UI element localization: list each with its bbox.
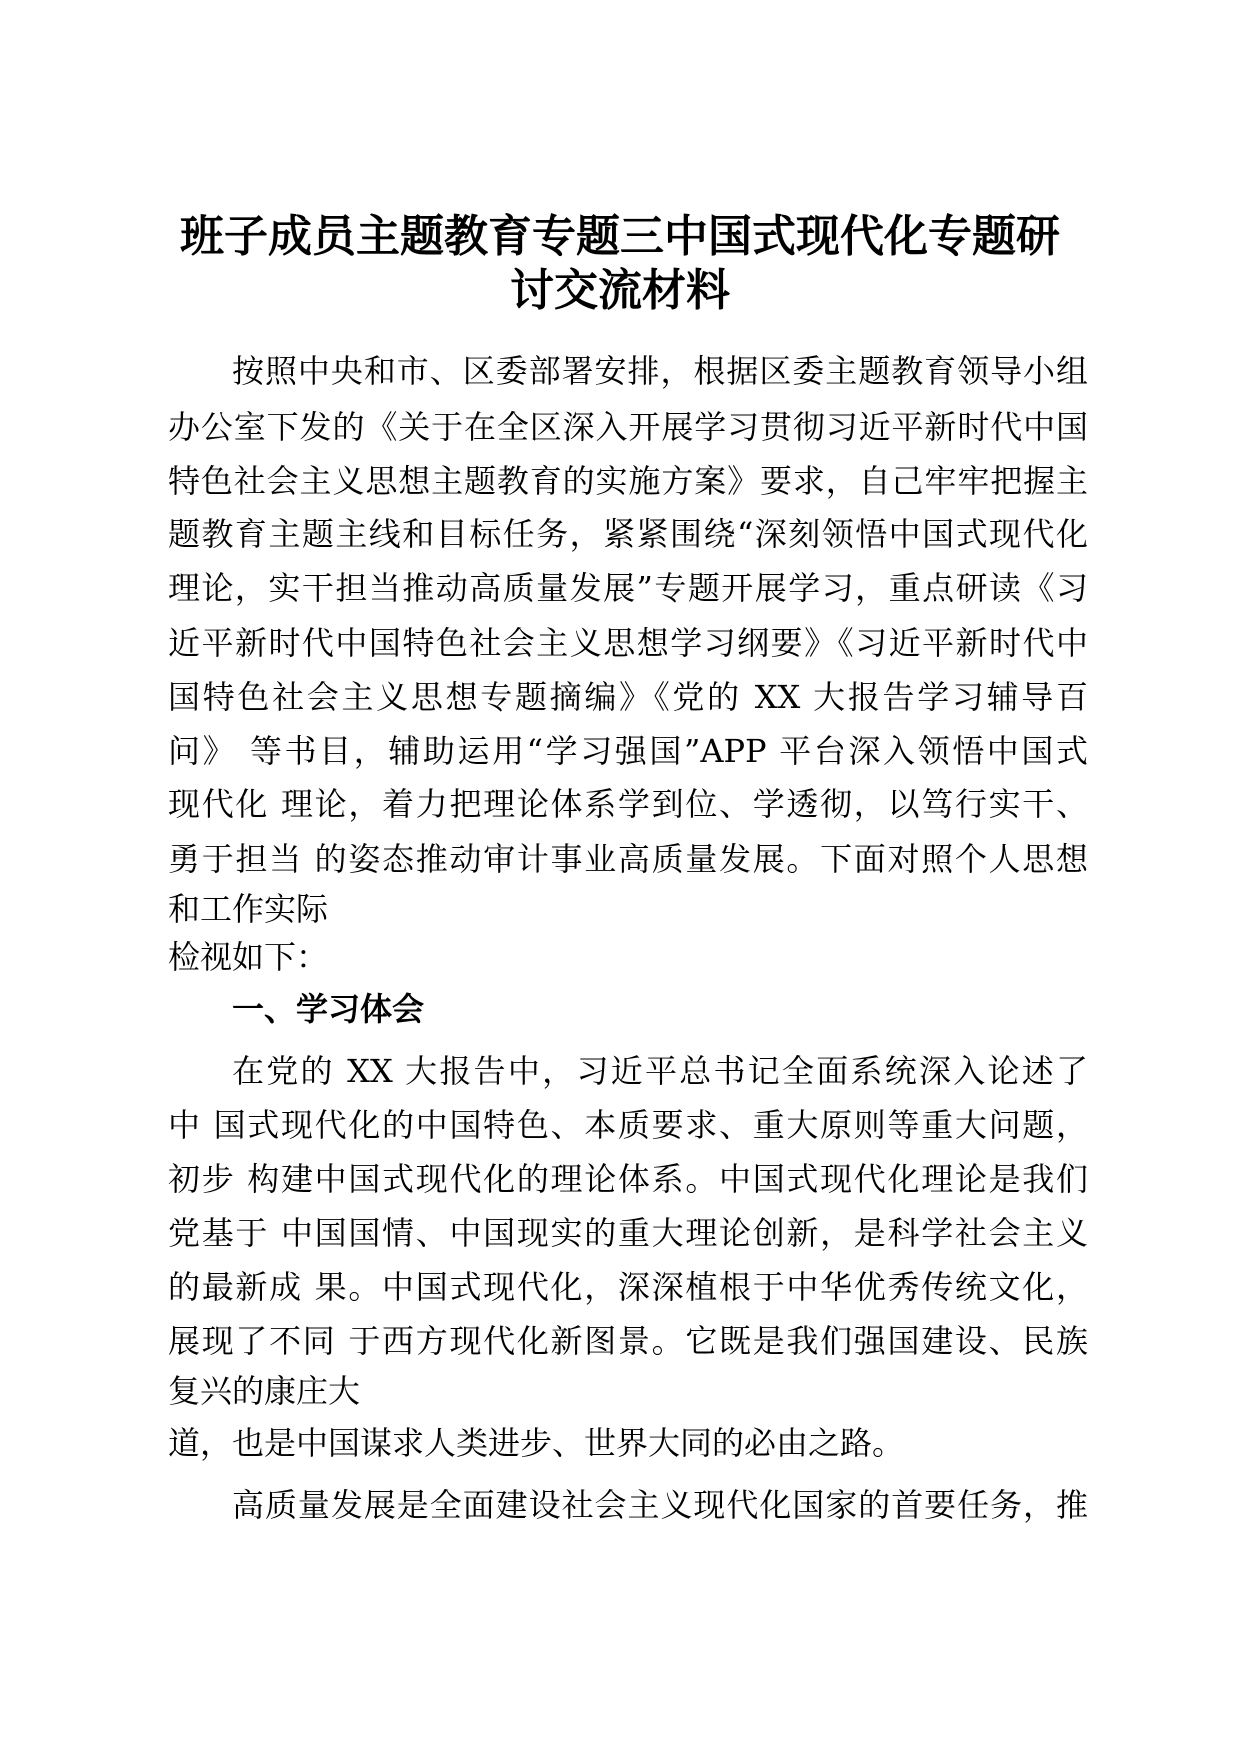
paragraph-line: 道，也是中国谋求人类进步、世界大同的必由之路。 [168,1424,905,1462]
section-heading: 一、学习体会 [232,990,425,1028]
paragraph-line: 题教育主题主线和目标任务，紧紧围绕“深刻领悟中国式现代化 [168,515,1088,553]
paragraph-line: 的最新成 果。中国式现代化，深深植根于中华优秀传统文化， [168,1268,1088,1306]
paragraph-line: 和工作实际 [168,890,329,928]
paragraph-line: 问》 等书目，辅助运用“学习强国”APP 平台深入领悟中国式 [168,732,1088,770]
paragraph-line: 党基于 中国国情、中国现实的重大理论创新，是科学社会主义 [168,1214,1088,1252]
paragraph-line: 初步 构建中国式现代化的理论体系。中国式现代化理论是我们 [168,1160,1088,1198]
title-line-2: 讨交流材料 [510,265,730,316]
paragraph-line: 高质量发展是全面建设社会主义现代化国家的首要任务，推 [232,1486,1088,1524]
paragraph-line: 按照中央和市、区委部署安排，根据区委主题教育领导小组 [232,352,1088,390]
paragraph-line: 复兴的康庄大 [168,1372,361,1410]
paragraph-line: 在党的 XX 大报告中，习近平总书记全面系统深入论述了 [232,1052,1088,1090]
paragraph-line: 近平新时代中国特色社会主义思想学习纲要》《习近平新时代中 [168,624,1088,662]
paragraph-line: 检视如下： [168,938,329,976]
paragraph-line: 展现了不同 于西方现代化新图景。它既是我们强国建设、民族 [168,1322,1088,1360]
paragraph-line: 办公室下发的《关于在全区深入开展学习贯彻习近平新时代中国 [168,408,1088,446]
paragraph-line: 中 国式现代化的中国特色、本质要求、重大原则等重大问题， [168,1106,1088,1144]
title-line-1: 班子成员主题教育专题三中国式现代化专题研 [180,211,1060,262]
paragraph-line: 国特色社会主义思想专题摘编》《党的 XX 大报告学习辅导百 [168,678,1088,716]
paragraph-line: 理论，实干担当推动高质量发展”专题开展学习，重点研读《习 [168,569,1088,607]
paragraph-line: 特色社会主义思想主题教育的实施方案》要求，自己牢牢把握主 [168,462,1088,500]
paragraph-line: 现代化 理论，着力把理论体系学到位、学透彻，以笃行实干、 [168,785,1088,823]
paragraph-line: 勇于担当 的姿态推动审计事业高质量发展。下面对照个人思想 [168,840,1088,878]
